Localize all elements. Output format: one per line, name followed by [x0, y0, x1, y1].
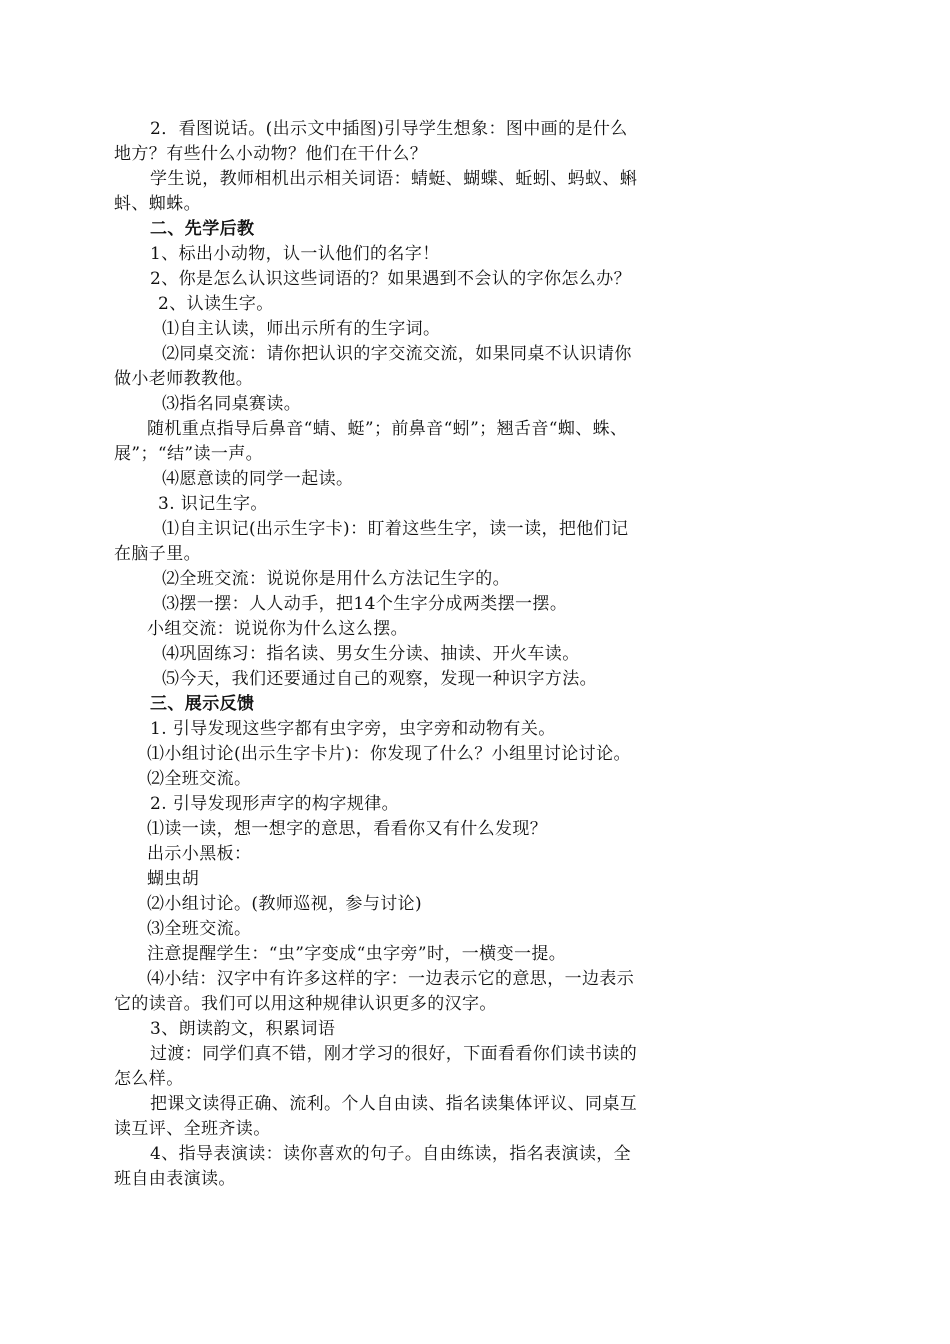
paragraph-group-discussion-2: ⑵小组讨论。(教师巡视，参与讨论) — [147, 894, 423, 914]
paragraph-group-discussion: ⑴小组讨论(出示生字卡片)：你发现了什么？小组里讨论讨论。 — [147, 744, 631, 764]
paragraph-students-speak: 学生说，教师相机出示相关词语：蜻蜓、蝴蝶、蚯蚓、蚂蚁、蝌蚪、蜘蛛。 — [114, 169, 638, 214]
paragraph-how-recognize: 2、你是怎么认识这些词语的？如果遇到不会认的字你怎么办？ — [150, 269, 632, 289]
paragraph-read-rhyme: 3、朗读韵文，积累词语 — [150, 1019, 336, 1039]
paragraph-read-think: ⑴读一读，想一想字的意思，看看你又有什么发现？ — [147, 819, 548, 839]
paragraph-self-memorize: ⑴自主识记(出示生字卡)：盯着这些生字，读一读，把他们记在脑子里。 — [114, 519, 629, 564]
paragraph-deskmate-contest: ⑶指名同桌赛读。 — [162, 394, 302, 414]
paragraph-class-exchange-3: ⑶全班交流。 — [147, 919, 252, 939]
paragraph-group-exchange: 小组交流：说说你为什么这么摆。 — [147, 619, 408, 639]
lesson-plan-body — [114, 117, 638, 1192]
paragraph-reminder: 注意提醒学生：“虫”字变成“虫字旁”时，一横变一提。 — [147, 944, 567, 964]
paragraph-performance-reading: 4、指导表演读：读你喜欢的句子。自由练读，指名表演读，全班自由表演读。 — [114, 1144, 632, 1189]
paragraph-pronunciation-guide: 随机重点指导后鼻音“蜻、蜓”；前鼻音“蚓”；翘舌音“蜘、蛛、展”；“结”读一声。 — [114, 419, 628, 464]
section-heading-learn-first: 二、先学后教 — [150, 219, 255, 239]
paragraph-arrange: ⑶摆一摆：人人动手，把14个生字分成两类摆一摆。 — [162, 594, 568, 614]
paragraph-memorize-characters: 3. 识记生字。 — [158, 494, 268, 514]
paragraph-class-exchange-2: ⑵全班交流。 — [147, 769, 252, 789]
paragraph-practice: ⑷巩固练习：指名读、男女生分读、抽读、开火车读。 — [162, 644, 580, 664]
paragraph-class-exchange: ⑵全班交流：说说你是用什么方法记生字的。 — [162, 569, 510, 589]
section-heading-show-feedback: 三、展示反馈 — [150, 694, 255, 714]
paragraph-blackboard-characters: 蝴虫胡 — [147, 869, 200, 889]
paragraph-summary: ⑷小结：汉字中有许多这样的字：一边表示它的意思，一边表示它的读音。我们可以用这种规律认识更多的汉字。 — [114, 969, 635, 1014]
paragraph-picture-talk: 2．看图说话。(出示文中插图)引导学生想象：图中画的是什么地方？有些什么小动物？他们在干什么？ — [114, 119, 628, 164]
paragraph-read-characters: 2、认读生字。 — [158, 294, 274, 314]
paragraph-mark-animals: 1、标出小动物，认一认他们的名字！ — [150, 244, 440, 264]
paragraph-insect-radical: 1. 引导发现这些字都有虫字旁，虫字旁和动物有关。 — [150, 719, 556, 739]
paragraph-transition: 过渡：同学们真不错，刚才学习的很好，下面看看你们读书读的怎么样。 — [114, 1044, 638, 1089]
paragraph-self-read: ⑴自主认读，师出示所有的生字词。 — [162, 319, 441, 339]
paragraph-read-together: ⑷愿意读的同学一起读。 — [162, 469, 354, 489]
paragraph-deskmate-exchange: ⑵同桌交流：请你把认识的字交流交流，如果同桌不认识请你做小老师教教他。 — [114, 344, 632, 389]
paragraph-discover-method: ⑸今天，我们还要通过自己的观察，发现一种识字方法。 — [162, 669, 597, 689]
paragraph-show-blackboard: 出示小黑板： — [147, 844, 252, 864]
paragraph-read-fluently: 把课文读得正确、流利。个人自由读、指名读集体评议、同桌互读互评、全班齐读。 — [114, 1094, 638, 1139]
paragraph-phonetic-rule: 2. 引导发现形声字的构字规律。 — [150, 794, 400, 814]
